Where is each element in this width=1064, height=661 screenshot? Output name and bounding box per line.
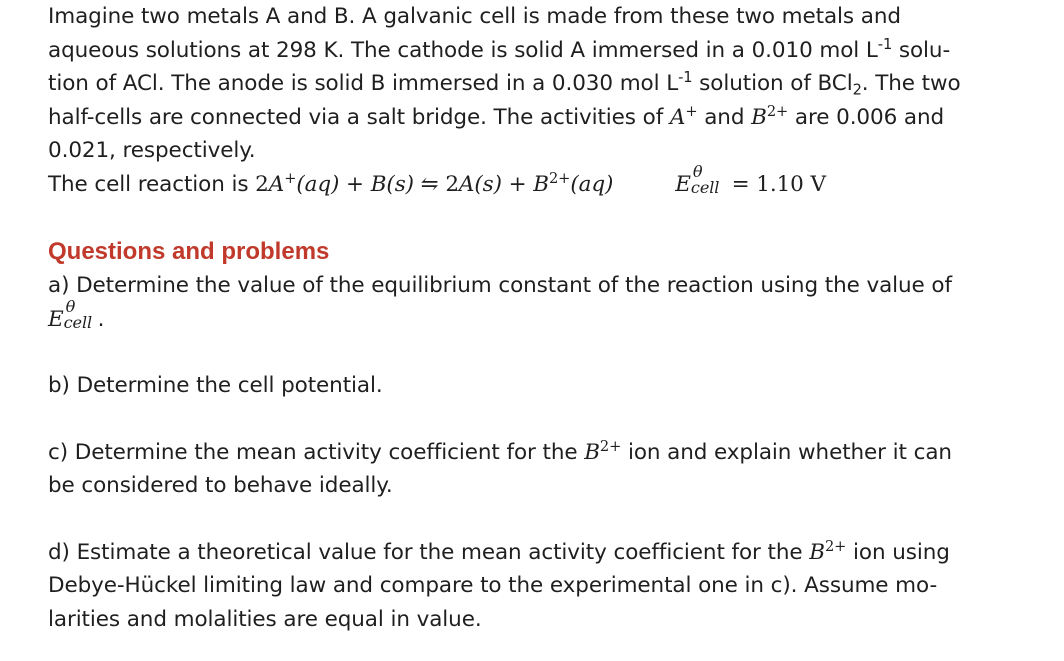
- coef: 2: [255, 171, 269, 197]
- phase: (s): [474, 171, 502, 197]
- intro-line-2: [48, 34, 1038, 68]
- e-scripts: [690, 161, 725, 200]
- question-text: ion and explain whether it can: [621, 439, 952, 465]
- species: B: [533, 171, 549, 197]
- question-text: Debye-Hückel limiting law and compare to the experimental one in c). Assume mo-: [48, 573, 938, 598]
- spacer: [48, 336, 1038, 369]
- formula-subscript: 2: [852, 81, 862, 99]
- e-subscript: cell: [63, 312, 93, 332]
- ion-charge: 2+: [824, 537, 847, 555]
- ion-charge: 2+: [766, 102, 789, 120]
- charge: +: [284, 169, 297, 187]
- operator: +: [501, 171, 534, 197]
- reaction-equation: [255, 169, 614, 197]
- species: A: [458, 171, 475, 197]
- question-a: [48, 269, 1038, 303]
- ion-b: B: [584, 439, 600, 465]
- charge: 2+: [548, 169, 571, 187]
- question-text: d) Estimate a theoretical value for the mean activity coefficient for the: [48, 539, 810, 565]
- question-b: [48, 369, 1038, 403]
- question-d: [48, 536, 1038, 570]
- question-text: larities and molalities are equal in value.: [48, 606, 482, 632]
- e-superscript: θ: [65, 296, 76, 316]
- intro-text: and: [697, 104, 752, 130]
- question-c: [48, 436, 1038, 470]
- e-symbol: E: [675, 171, 691, 197]
- intro-text: half-cells are connected via a salt bridge. The activities of: [48, 104, 670, 130]
- question-text: ion using: [846, 539, 950, 565]
- question-c-line-2: [48, 469, 1038, 503]
- e-superscript: θ: [692, 161, 703, 181]
- standard-potential: [675, 161, 826, 197]
- intro-text: aqueous solutions at 298 K. The cathode is solid A immersed in a 0.010 mol L: [48, 37, 878, 63]
- question-a-line-2: [48, 296, 1038, 337]
- spacer: [48, 403, 1038, 436]
- e-subscript: cell: [690, 177, 720, 197]
- reaction-label: The cell reaction is: [48, 171, 256, 197]
- question-text: a) Determine the value of the equilibrium constant of the reaction using the value of: [48, 273, 952, 298]
- ion-a: A: [669, 104, 686, 130]
- intro-text: . The two: [861, 71, 961, 96]
- question-text: b) Determine the cell potential.: [48, 373, 383, 398]
- question-d-line-3: [48, 603, 1038, 637]
- intro-text: solution of BCl: [692, 71, 853, 96]
- intro-text: Imagine two metals A and B. A galvanic cell is made from these two metals and: [48, 4, 901, 29]
- reaction-line: [48, 161, 1038, 202]
- species: B: [370, 171, 387, 197]
- intro-text: solu-: [892, 37, 951, 63]
- operator: +: [339, 171, 371, 197]
- intro-line-1: [48, 0, 1038, 34]
- equilibrium-arrow: ⇋: [413, 171, 446, 197]
- phase: (s): [386, 171, 414, 197]
- coef: 2: [445, 171, 459, 197]
- section-heading: Questions and problems: [48, 238, 330, 265]
- e-scripts: [63, 296, 98, 335]
- phase: (aq): [570, 171, 614, 197]
- ion-charge: +: [685, 102, 698, 120]
- document: [48, 0, 1038, 636]
- unit-exponent: -1: [678, 68, 693, 86]
- question-text: be considered to behave ideally.: [48, 473, 393, 498]
- intro-line-3: [48, 67, 1038, 101]
- e-value: = 1.10 V: [724, 171, 826, 197]
- question-text: c) Determine the mean activity coefficient for the: [48, 439, 585, 465]
- spacer: [48, 503, 1038, 536]
- intro-line-4: [48, 101, 1038, 135]
- question-text: .: [97, 306, 105, 332]
- intro-text: tion of ACl. The anode is solid B immersed in a 0.030 mol L: [48, 71, 679, 96]
- ion-b: B: [809, 539, 825, 565]
- ion-charge: 2+: [599, 437, 622, 455]
- question-d-line-2: [48, 569, 1038, 603]
- intro-text: 0.021, respectively.: [48, 138, 256, 163]
- e-symbol: E: [48, 306, 64, 332]
- e-cell-symbol: [48, 296, 98, 332]
- intro-paragraph: [48, 0, 1038, 201]
- intro-line-5: [48, 134, 1038, 168]
- unit-exponent: -1: [877, 35, 893, 53]
- intro-text: are 0.006 and: [788, 104, 945, 130]
- ion-b: B: [751, 104, 767, 130]
- species: A: [268, 171, 285, 197]
- phase: (aq): [296, 171, 340, 197]
